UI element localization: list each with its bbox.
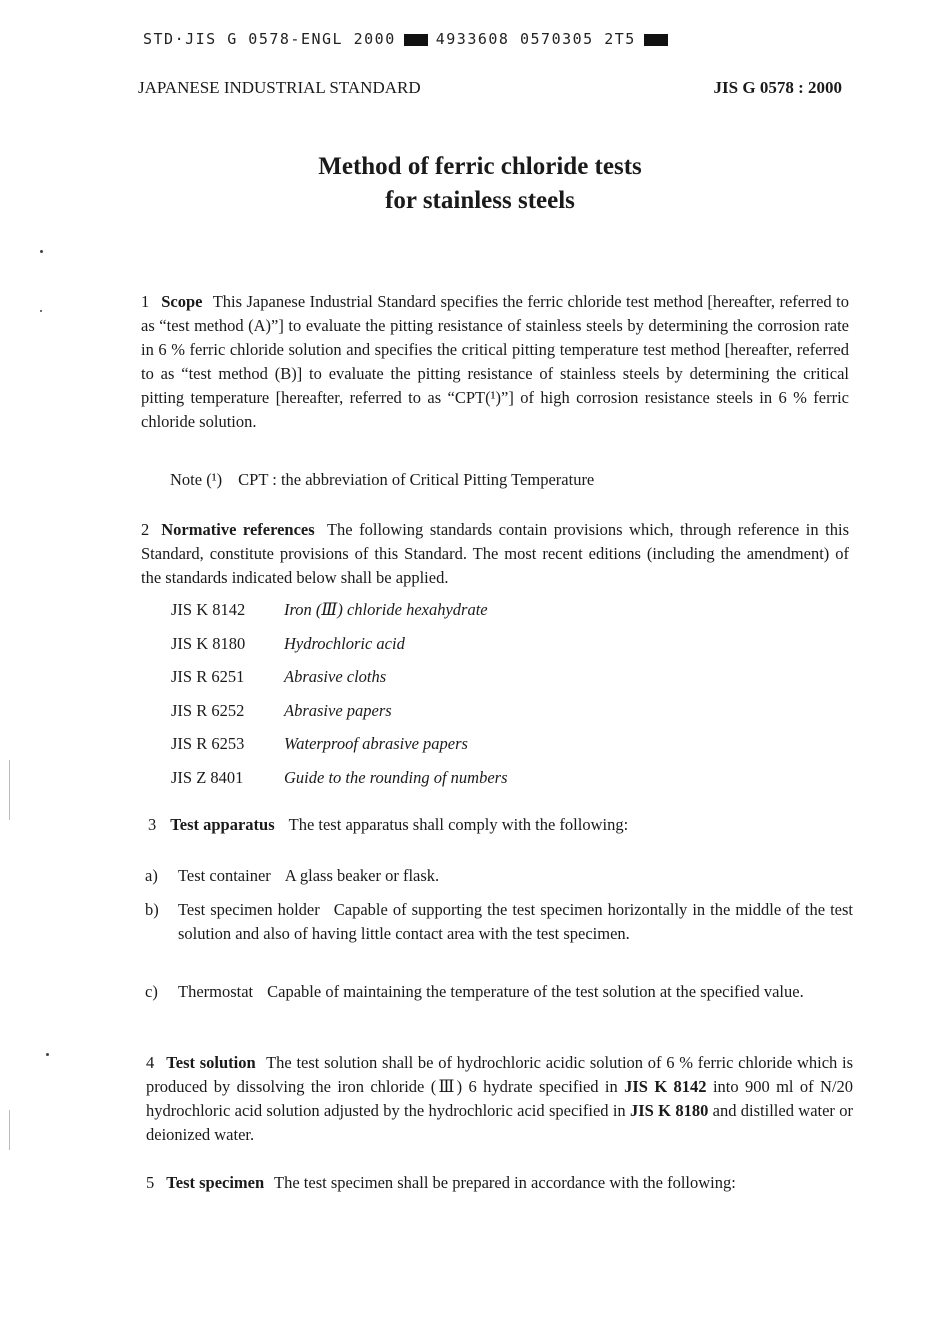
list-item: [145, 898, 853, 946]
note-text: CPT : the abbreviation of Critical Pitting Temperature: [238, 470, 595, 489]
list-text: Capable of supporting the test specimen horizontally in the middle of the test solution and also of having little contact area with the test specimen.: [178, 900, 854, 943]
reference-title: Abrasive papers: [284, 700, 392, 720]
section-text: The test specimen shall be prepared in accordance with the following:: [274, 1173, 736, 1192]
footnote: [170, 470, 594, 490]
section-text: The following standards contain provisions which, through reference in this Standard, constitute provisions of this Standard. The most recent editions (including the amendment) of the standards indicated below shall be applied.: [141, 520, 850, 587]
section-text: The test apparatus shall comply with the following:: [288, 815, 629, 834]
list-label: c): [145, 982, 158, 1001]
reference-code: JIS R 6253: [171, 734, 245, 754]
section-number: 3: [148, 815, 157, 834]
reference-code: JIS K 8180: [630, 1101, 709, 1120]
section-text: into 900 ml of N/20 hydrochloric acid solution adjusted by the hydrochloric acid specified in: [146, 1077, 854, 1120]
reference-code: JIS K 8180: [171, 633, 246, 653]
list-text: A glass beaker or flask.: [284, 866, 440, 885]
scan-speck: [40, 250, 43, 253]
section-heading: Test solution: [166, 1053, 256, 1072]
reference-code: JIS R 6251: [171, 667, 245, 687]
list-term: Test specimen holder: [178, 900, 320, 919]
stamp-left: STD·JIS G 0578-ENGL 2000: [143, 30, 396, 48]
reference-list: [171, 598, 508, 800]
section-text: The test solution shall be of hydrochloric acidic solution of 6 % ferric chloride which is produced by dissolving the iron chloride (Ⅲ) 6 hydrate specified in: [146, 1053, 853, 1096]
scan-speck: [46, 1053, 49, 1056]
reference-code: JIS K 8142: [624, 1077, 707, 1096]
section-number: 4: [146, 1053, 155, 1072]
section-heading: Normative references: [161, 520, 315, 539]
reference-title: Guide to the rounding of numbers: [284, 767, 508, 787]
list-term: Thermostat: [178, 982, 254, 1001]
list-text: Capable of maintaining the temperature of the test solution at the specified value.: [267, 982, 804, 1001]
reference-item: [171, 632, 508, 666]
reference-item: [171, 665, 508, 699]
list-item: [145, 864, 853, 888]
stamp-block: [644, 34, 668, 46]
list-term: Test container: [178, 866, 271, 885]
reference-code: JIS K 8142: [171, 600, 246, 619]
reference-item: [171, 699, 508, 733]
reference-code: JIS Z 8401: [171, 767, 244, 787]
title-line-2: for stainless steels: [385, 187, 575, 214]
section-2-normative-references: [141, 518, 849, 590]
section-heading: Test specimen: [166, 1173, 265, 1192]
header-standard-name: JAPANESE INDUSTRIAL STANDARD: [138, 78, 421, 97]
section-text: This Japanese Industrial Standard specifies the ferric chloride test method [hereafter, referred to as “test method (A)”] to evaluate the pitting resistance of stainless steels by determining the corrosion rate in 6 % ferric chloride solution and specifies the critical pitting temperature test method [hereafter, referred to as “test method (B)] to evaluate the pitting resistance of stainless steels by determining the critical pitting temperature [hereafter, referred to as “CPT(¹)”] of high corrosion resistance steels in 6 % ferric chloride solution.: [141, 292, 849, 431]
note-label: Note (¹): [170, 470, 223, 489]
section-4-test-solution: [146, 1051, 853, 1147]
title-line-1: Method of ferric chloride tests: [318, 153, 642, 180]
reference-title: Iron (Ⅲ) chloride hexahydrate: [284, 600, 488, 619]
section-number: 5: [146, 1173, 155, 1192]
reference-title: Hydrochloric acid: [284, 633, 405, 653]
page-title: [0, 150, 950, 218]
reference-title: Abrasive cloths: [284, 667, 387, 687]
section-number: 1: [141, 292, 150, 311]
reference-item: [171, 732, 508, 766]
stamp-right: 4933608 0570305 2T5: [435, 30, 636, 48]
section-number: 2: [141, 520, 150, 539]
section-1-scope: [141, 290, 849, 434]
document-stamp: [143, 30, 676, 48]
list-item: [145, 980, 853, 1004]
section-5-test-specimen: [146, 1171, 853, 1195]
section-heading: Scope: [161, 292, 203, 311]
stamp-block: [404, 34, 428, 46]
scan-edge-line: [9, 760, 10, 820]
header-standard-number: JIS G 0578 : 2000: [713, 78, 842, 97]
section-text: and distilled water or deionized water.: [146, 1101, 853, 1144]
reference-item: [171, 598, 508, 632]
scan-edge-line: [9, 1110, 10, 1150]
reference-item: [171, 766, 508, 800]
reference-title: Waterproof abrasive papers: [284, 734, 468, 754]
list-label: b): [145, 900, 159, 919]
section-3-test-apparatus: [148, 815, 628, 835]
section-heading: Test apparatus: [170, 815, 275, 834]
scan-speck: [40, 310, 42, 312]
reference-code: JIS R 6252: [171, 700, 245, 720]
list-label: a): [145, 866, 158, 885]
